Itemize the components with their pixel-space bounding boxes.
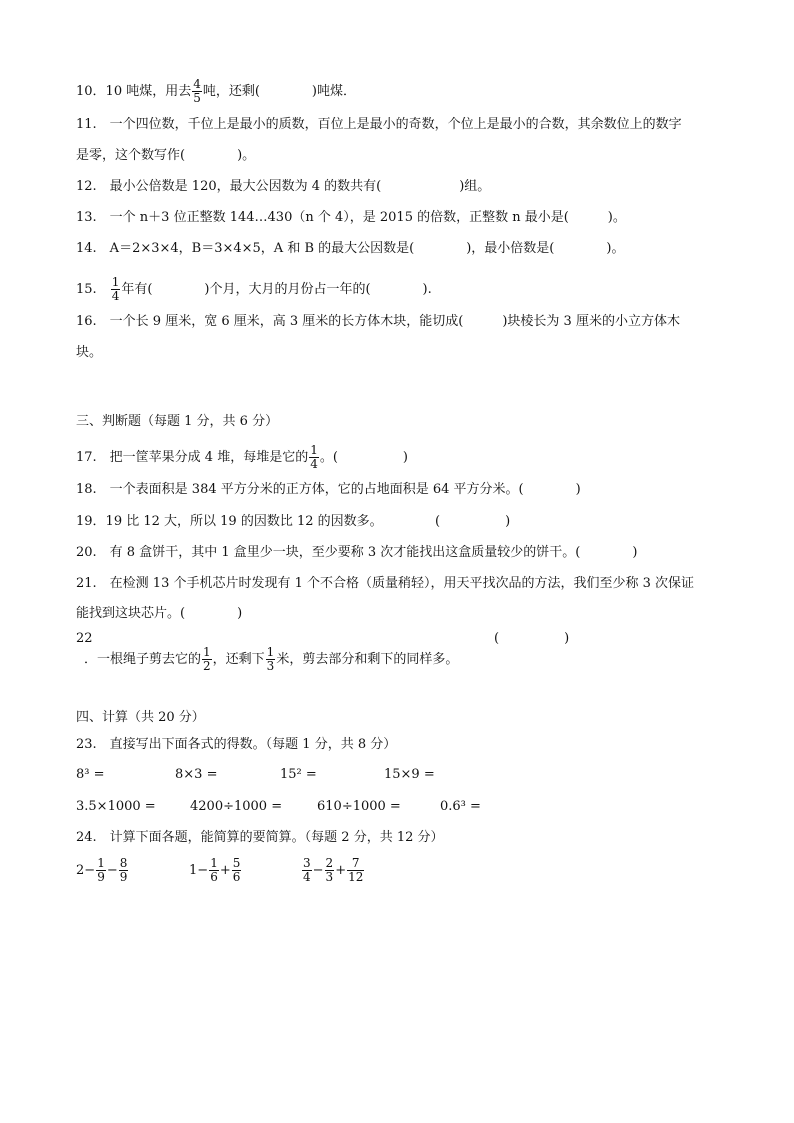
calc-item: 8×3 = [175,767,218,782]
question-19: 19．19 比 12 大，所以 19 的因数比 12 的因数多。 [76,514,383,529]
q24-expression-1: 2− $\frac{1}{9}$ − $\frac{8}{9}$ [76,856,128,884]
question-22-number: 22 [76,631,93,646]
question-19-paren: ( ) [435,514,511,529]
question-12: 12. 最小公倍数是 120，最大公因数为 4 的数共有( )组。 [76,179,491,194]
q10-fraction: $\frac{4}{5}$ [193,77,201,105]
fraction: $\frac{3}{4}$ [303,856,311,884]
question-17: 17. 把一筐苹果分成 4 堆，每堆是它的 $\frac{1}{4}$ 。( ) [76,443,409,471]
fraction: $\frac{2}{3}$ [325,856,334,884]
calc-item: 15×9 = [384,767,435,782]
q24-expression-3: $\frac{3}{4}$ − $\frac{2}{3}$ + $\frac{7}{12}$ [303,856,364,884]
fraction: $\frac{5}{6}$ [232,856,241,884]
question-24-title: 24. 计算下面各题，能简算的要简算。（每题 2 分，共 12 分） [76,830,444,845]
calc-item: 4200÷1000 = [190,799,283,814]
fraction: $\frac{7}{12}$ [348,856,364,884]
question-14: 14. A＝2×3×4，B＝3×4×5，A 和 B 的最大公因数是( )，最小倍数是( )。 [76,241,625,256]
question-11-line1: 11. 一个四位数，千位上是最小的质数，百位上是最小的奇数，个位上是最小的合数，其余数位上的数字 [76,117,682,132]
q15-fraction: $\frac{1}{4}$ [111,275,120,303]
q17-fraction: $\frac{1}{4}$ [310,443,318,471]
q10-post: 吨，还剩( )吨煤． [202,84,357,99]
question-22: ．一根绳子剪去它的 $\frac{1}{2}$ ，还剩下 $\frac{1}{3}$ 米，剪去部分和剩下的同样多。 [84,645,459,673]
question-22-paren: ( ) [494,631,570,646]
q22-fraction-1: $\frac{1}{2}$ [203,645,211,673]
fraction: $\frac{1}{9}$ [97,856,105,884]
section-4-title: 四、计算（共 20 分） [76,710,205,725]
q22-fraction-2: $\frac{1}{3}$ [266,645,275,673]
fraction: $\frac{8}{9}$ [119,856,128,884]
q10-pre: 10．10 吨煤，用去 [76,84,192,99]
question-23-title: 23. 直接写出下面各式的得数。（每题 1 分，共 8 分） [76,737,397,752]
question-16-line1: 16. 一个长 9 厘米，宽 6 厘米，高 3 厘米的长方体木块，能切成( )块棱长为 3 厘米的小立方体木 [76,314,680,329]
question-11-line2: 是零，这个数写作( )。 [76,148,256,163]
calc-item: 15² = [280,767,317,782]
question-15: 15. $\frac{1}{4}$ 年有( )个月，大月的月份占一年的( ). [76,275,432,303]
calc-item: 610÷1000 = [317,799,401,814]
calc-item: 8³ = [76,767,105,782]
calc-item: 0.6³ = [440,799,481,814]
section-3-title: 三、判断题（每题 1 分，共 6 分） [76,414,279,429]
question-21-line1: 21. 在检测 13 个手机芯片时发现有 1 个不合格（质量稍轻），用天平找次品的方法，我们至少称 3 次保证 [76,576,695,591]
q24-expression-2: 1− $\frac{1}{6}$ + $\frac{5}{6}$ [189,856,241,884]
question-21-line2: 能找到这块芯片。( ) [76,606,243,621]
question-16-line2: 块。 [76,345,103,360]
question-18: 18. 一个表面积是 384 平方分米的正方体，它的占地面积是 64 平方分米。( ) [76,482,581,497]
question-10 [76,78,356,105]
calc-item: 3.5×1000 = [76,799,156,814]
question-13: 13. 一个 n＋3 位正整数 144…430（n 个 4），是 2015 的倍数，正整数 n 最小是( )。 [76,210,626,225]
question-20: 20. 有 8 盒饼干，其中 1 盒里少一块，至少要称 3 次才能找出这盒质量较少的饼干。( ) [76,545,638,560]
fraction: $\frac{1}{6}$ [210,856,218,884]
